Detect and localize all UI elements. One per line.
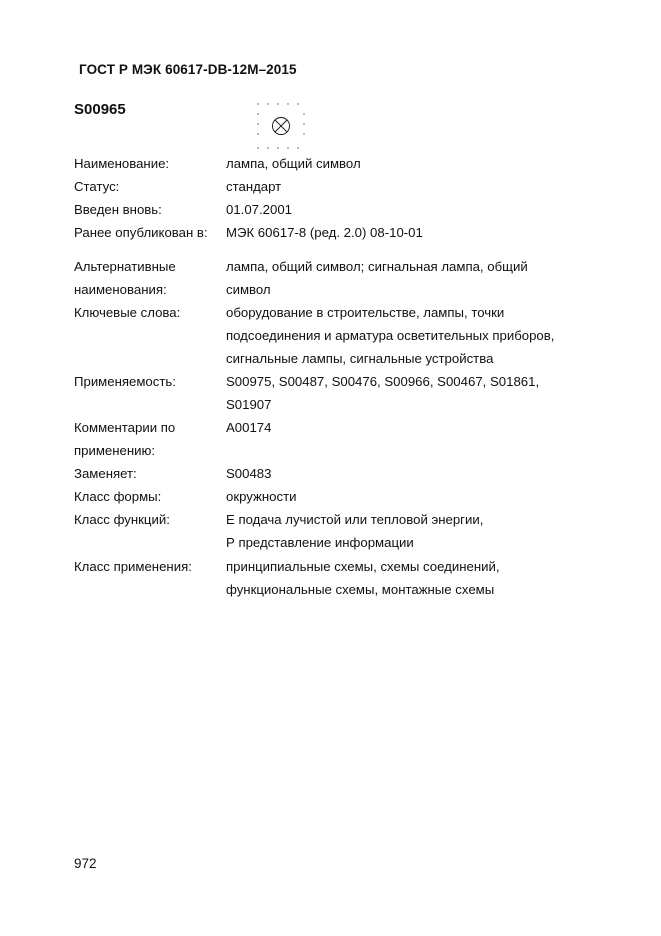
field-alternative-names-value-1: лампа, общий символ; сигнальная лампа, общий [226, 259, 528, 274]
lamp-symbol-icon [255, 101, 307, 151]
field-shape-class-value: окружности [226, 489, 297, 504]
field-introduced-value: 01.07.2001 [226, 202, 293, 217]
field-applicability-value-2: S01907 [226, 397, 272, 412]
document-header-title: ГОСТ Р МЭК 60617-DB-12M–2015 [79, 62, 297, 77]
field-keywords-label: Ключевые слова: [74, 305, 181, 320]
field-replaces-label: Заменяет: [74, 466, 137, 481]
field-application-class-label: Класс применения: [74, 559, 192, 574]
field-keywords-value-3: сигнальные лампы, сигнальные устройства [226, 351, 494, 366]
field-comments-label-2: применению: [74, 443, 156, 458]
field-replaces-value: S00483 [226, 466, 272, 481]
field-name-value: лампа, общий символ [226, 156, 361, 171]
field-function-class-value-1: Е подача лучистой или тепловой энергии, [226, 512, 484, 527]
field-keywords-value-2: подсоединения и арматура осветительных приборов, [226, 328, 555, 343]
field-application-class-value-2: функциональные схемы, монтажные схемы [226, 582, 495, 597]
field-applicability-value-1: S00975, S00487, S00476, S00966, S00467, S01861, [226, 374, 540, 389]
field-name-label: Наименование: [74, 156, 170, 171]
field-keywords-value-1: оборудование в строительстве, лампы, точки [226, 305, 505, 320]
field-application-class-value-1: принципиальные схемы, схемы соединений, [226, 559, 500, 574]
field-function-class-label: Класс функций: [74, 512, 170, 527]
field-function-class-value-2: Р представление информации [226, 535, 414, 550]
field-published-value: МЭК 60617-8 (ред. 2.0) 08-10-01 [226, 225, 423, 240]
field-alternative-names-label-1: Альтернативные [74, 259, 176, 274]
field-shape-class-label: Класс формы: [74, 489, 162, 504]
field-alternative-names-label-2: наименования: [74, 282, 167, 297]
page-number: 972 [74, 856, 97, 871]
symbol-code: S00965 [74, 101, 126, 118]
field-alternative-names-value-2: символ [226, 282, 271, 297]
field-introduced-label: Введен вновь: [74, 202, 162, 217]
field-status-value: стандарт [226, 179, 282, 194]
field-applicability-label: Применяемость: [74, 374, 176, 389]
field-published-label: Ранее опубликован в: [74, 225, 208, 240]
field-comments-label-1: Комментарии по [74, 420, 176, 435]
field-comments-value: A00174 [226, 420, 272, 435]
field-status-label: Статус: [74, 179, 120, 194]
